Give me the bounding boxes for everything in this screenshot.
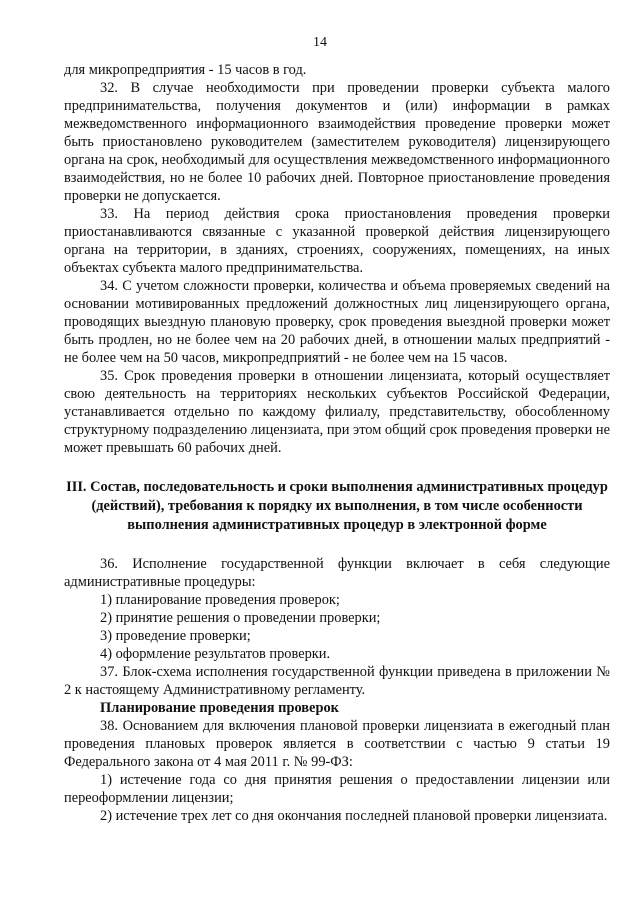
paragraph-37: 37. Блок-схема исполнения государственной функции приведена в приложении № 2 к настоящему Административному регламенту. (64, 664, 610, 698)
list-item-2: 2) принятие решения о проведении проверки; (100, 610, 381, 626)
paragraph-33: 33. На период действия срока приостановления проведения проверки приостанавливаются связанные с указанной проверкой действия лицензирующего органа на территории, в зданиях, строениях, сооружениях, помещениях, на иных объектах субъекта малого предпринимательства. (64, 206, 610, 276)
list-item-3: 3) проведение проверки; (100, 628, 251, 644)
document-body (64, 61, 610, 825)
paragraph-36: 36. Исполнение государственной функции включает в себя следующие административные процедуры: (64, 556, 610, 590)
list-item-1: 1) планирование проведения проверок; (100, 592, 340, 608)
paragraph-35: 35. Срок проведения проверки в отношении лицензиата, который осуществляет свою деятельность на территориях нескольких субъектов Российской Федерации, устанавливается отдельно по каждому филиалу, представительству, обособленному структурному подразделению лицензиата, при этом общий срок проведения проверки не может превышать 60 рабочих дней. (64, 368, 610, 456)
list-item-38-2: 2) истечение трех лет со дня окончания последней плановой проверки лицензиата. (100, 808, 608, 824)
section-heading-iii: III. Состав, последовательность и сроки выполнения административных процедур (действий), требования к порядку их выполнения, в том числе особенности выполнения административных процедур в электронной форме (66, 479, 608, 533)
list-item-38-1: 1) истечение года со дня принятия решения о предоставлении лицензии или переоформлении лицензии; (64, 772, 610, 806)
paragraph-continuation: для микропредприятия - 15 часов в год. (64, 62, 307, 78)
list-item-4: 4) оформление результатов проверки. (100, 646, 331, 662)
paragraph-32: 32. В случае необходимости при проведении проверки субъекта малого предпринимательства, получения документов и (или) информации в рамках межведомственного информационного взаимодействия проведение проверки может быть приостановлено руководителем (заместителем руководителя) лицензирующего органа на срок, необходимый для осуществления межведомственного информационного взаимодействия, но не более 10 рабочих дней. Повторное приостановление проведения проверки не допускается. (64, 80, 610, 204)
paragraph-34: 34. С учетом сложности проверки, количества и объема проверяемых сведений на основании мотивированных предложений должностных лиц лицензирующего органа, проводящих выездную плановую проверку, срок проведения выездной проверки может быть продлен, но не более чем на 20 рабочих дней, в отношении малых предприятий - не более чем на 50 часов, микропредприятий - не более чем на 15 часов. (64, 278, 610, 366)
paragraph-38: 38. Основанием для включения плановой проверки лицензиата в ежегодный план проведения плановых проверок является в соответствии с частью 9 статьи 19 Федерального закона от 4 мая 2011 г. № 99-ФЗ: (64, 718, 610, 770)
page-number: 14 (313, 35, 327, 50)
subheading-planning: Планирование проведения проверок (100, 700, 339, 716)
